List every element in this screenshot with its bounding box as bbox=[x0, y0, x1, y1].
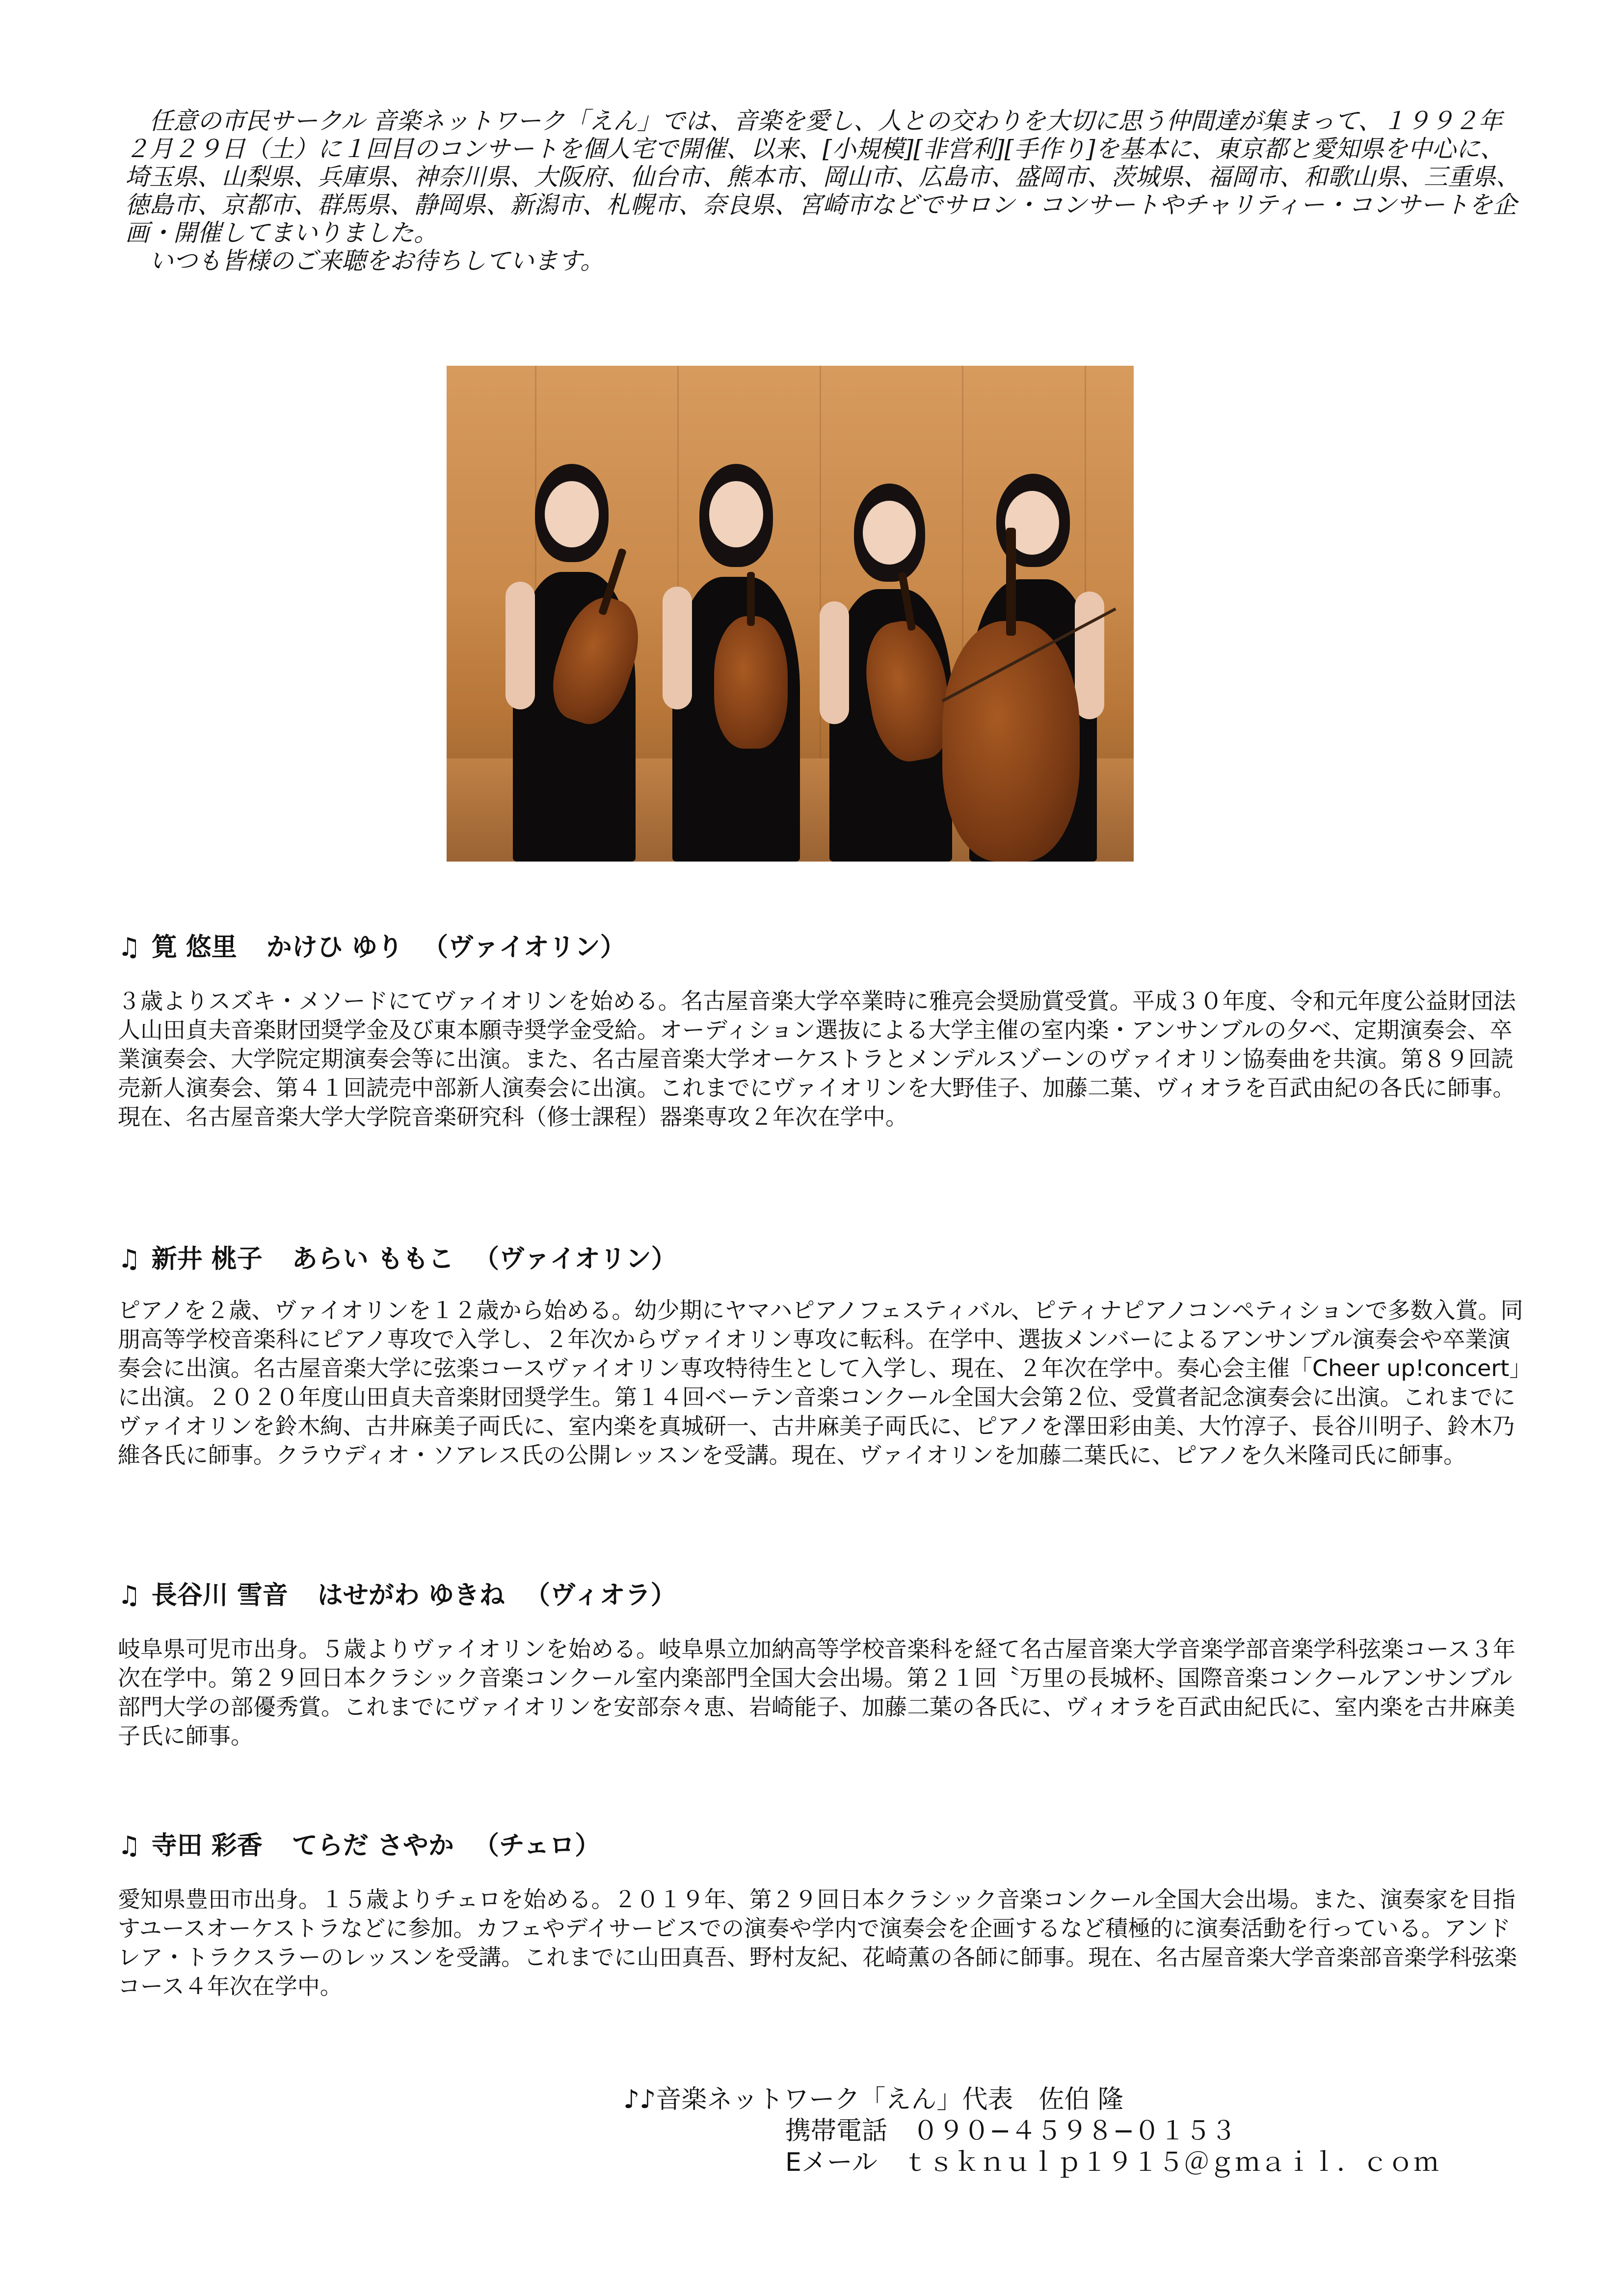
member-kana: あらい ももこ bbox=[292, 1244, 454, 1274]
intro-paragraph-1: 任意の市民サークル 音楽ネットワーク「えん」では、音楽を愛し、人との交わりを大切に思う仲間達が集まって、１９９２年２月２９日（土）に１回目のコンサートを個人宅で開催、以来、[小規模][非営利][手作り]を基本に、東京都と愛知県を中心に、埼玉県、山梨県、兵庫県、神奈川県、大阪府、仙台市、熊本市、岡山市、広島市、盛岡市、茨城県、福岡市、和歌山県、三重県、徳島市、京都市、群馬県、静岡県、新潟市、札幌市、奈良県、宮崎市などでサロン・コンサートやチャリティー・コンサートを企画・開催してまいりました。 bbox=[125, 107, 1520, 247]
member-instrument: （ヴァイオリン） bbox=[422, 933, 626, 962]
phone-number: ０９０−４５９８−０１５３ bbox=[913, 2116, 1237, 2146]
email-address: ｔｓｋｎｕｌｐ１９１５＠ｇｍａｉｌ．ｃｏｍ bbox=[903, 2148, 1439, 2177]
email-line bbox=[623, 2147, 1439, 2178]
member-instrument: （ヴィオラ） bbox=[524, 1581, 676, 1610]
phone-label: 携帯電話 bbox=[785, 2116, 888, 2146]
member-name: 長谷川 雪音 bbox=[151, 1581, 288, 1610]
member-bio-4: 愛知県豊田市出身。１５歳よりチェロを始める。２０１９年、第２９回日本クラシック音楽コンクール全国大会出場。また、演奏家を目指すユースオーケストラなどに参加。カフェやデイサービスでの演奏や学内で演奏会を企画するなど積極的に演奏活動を行っている。アンドレア・トラクスラーのレッスンを受講。これまでに山田真吾、野村友紀、花崎薫の各師に師事。現在、名古屋音楽大学音楽部音楽学科弦楽コース４年次在学中。 bbox=[118, 1886, 1517, 1999]
member-instrument: （ヴァイオリン） bbox=[473, 1244, 677, 1274]
quartet-photo bbox=[447, 366, 1134, 862]
organization-line: ♪♪音楽ネットワーク「えん」代表 佐伯 隆 bbox=[623, 2085, 1123, 2114]
member-heading-3 bbox=[118, 1581, 676, 1610]
contact-footer bbox=[623, 2084, 1439, 2178]
member-kana: かけひ ゆり bbox=[266, 933, 403, 962]
violin-2 bbox=[714, 616, 788, 749]
member-instrument: （チェロ） bbox=[473, 1831, 601, 1861]
music-note-icon: ♫ bbox=[118, 1244, 141, 1274]
member-bio-2: ピアノを２歳、ヴァイオリンを１２歳から始める。幼少期にヤマハピアノフェスティバル、ピティナピアノコンペティションで多数入賞。同朋高等学校音楽科にピアノ専攻で入学し、２年次からヴァイオリン専攻に転科。在学中、選抜メンバーによるアンサンブル演奏会や卒業演奏会に出演。名古屋音楽大学に弦楽コースヴァイオリン専攻特待生として入学し、現在、２年次在学中。奏心会主催「Cheer up!concert」に出演。２０２０年度山田貞夫音楽財団奨学生。第１４回ベーテン音楽コンクール全国大会第２位、受賞者記念演奏会に出演。これまでにヴァイオリンを鈴木絢、古井麻美子両氏に、室内楽を真城研一、古井麻美子両氏に、ピアノを澤田彩由美、大竹淳子、長谷川明子、鈴木乃維各氏に師事。クラウディオ・ソアレス氏の公開レッスンを受講。現在、ヴァイオリンを加藤二葉氏に、ピアノを久米隆司氏に師事。 bbox=[118, 1297, 1523, 1468]
cello bbox=[942, 621, 1080, 862]
member-name: 新井 桃子 bbox=[151, 1244, 263, 1274]
music-note-icon: ♫ bbox=[118, 1831, 141, 1861]
member-name: 寺田 彩香 bbox=[151, 1831, 263, 1861]
member-bio-1: ３歳よりスズキ・メソードにてヴァイオリンを始める。名古屋音楽大学卒業時に雅亮会奨励賞受賞。平成３０年度、令和元年度公益財団法人山田貞夫音楽財団奨学金及び東本願寺奨学金受給。オーディション選抜による大学主催の室内楽・アンサンブルの夕べ、定期演奏会、卒業演奏会、大学院定期演奏会等に出演。また、名古屋音楽大学オーケストラとメンデルスゾーンのヴァイオリン協奏曲を共演。第８９回読売新人演奏会、第４１回読売中部新人演奏会に出演。これまでにヴァイオリンを大野佳子、加藤二葉、ヴィオラを百武由紀の各氏に師事。現在、名古屋音楽大学大学院音楽研究科（修士課程）器楽専攻２年次在学中。 bbox=[118, 988, 1516, 1130]
member-heading-4 bbox=[118, 1831, 600, 1861]
music-note-icon: ♫ bbox=[118, 1581, 141, 1610]
phone-line bbox=[623, 2115, 1439, 2147]
intro-text bbox=[125, 107, 1526, 275]
intro-paragraph-2: いつも皆様のご来聴をお待ちしています。 bbox=[149, 247, 605, 275]
member-bio-3: 岐阜県可児市出身。５歳よりヴァイオリンを始める。岐阜県立加納高等学校音楽科を経て名古屋音楽大学音楽学部音楽学科弦楽コース３年次在学中。第２９回日本クラシック音楽コンクール室内楽部門全国大会出場。第２１回〝万里の長城杯〟国際音楽コンクールアンサンブル部門大学の部優秀賞。これまでにヴァイオリンを安部奈々恵、岩崎能子、加藤二葉の各氏に、ヴィオラを百武由紀氏に、室内楽を古井麻美子氏に師事。 bbox=[118, 1636, 1516, 1749]
member-heading-2 bbox=[118, 1244, 677, 1274]
member-name: 筧 悠里 bbox=[151, 933, 237, 962]
member-kana: てらだ さやか bbox=[292, 1831, 454, 1861]
member-heading-1 bbox=[118, 933, 626, 962]
email-label: Eメール bbox=[785, 2148, 878, 2177]
music-note-icon: ♫ bbox=[118, 933, 141, 962]
member-kana: はせがわ ゆきね bbox=[317, 1581, 505, 1610]
